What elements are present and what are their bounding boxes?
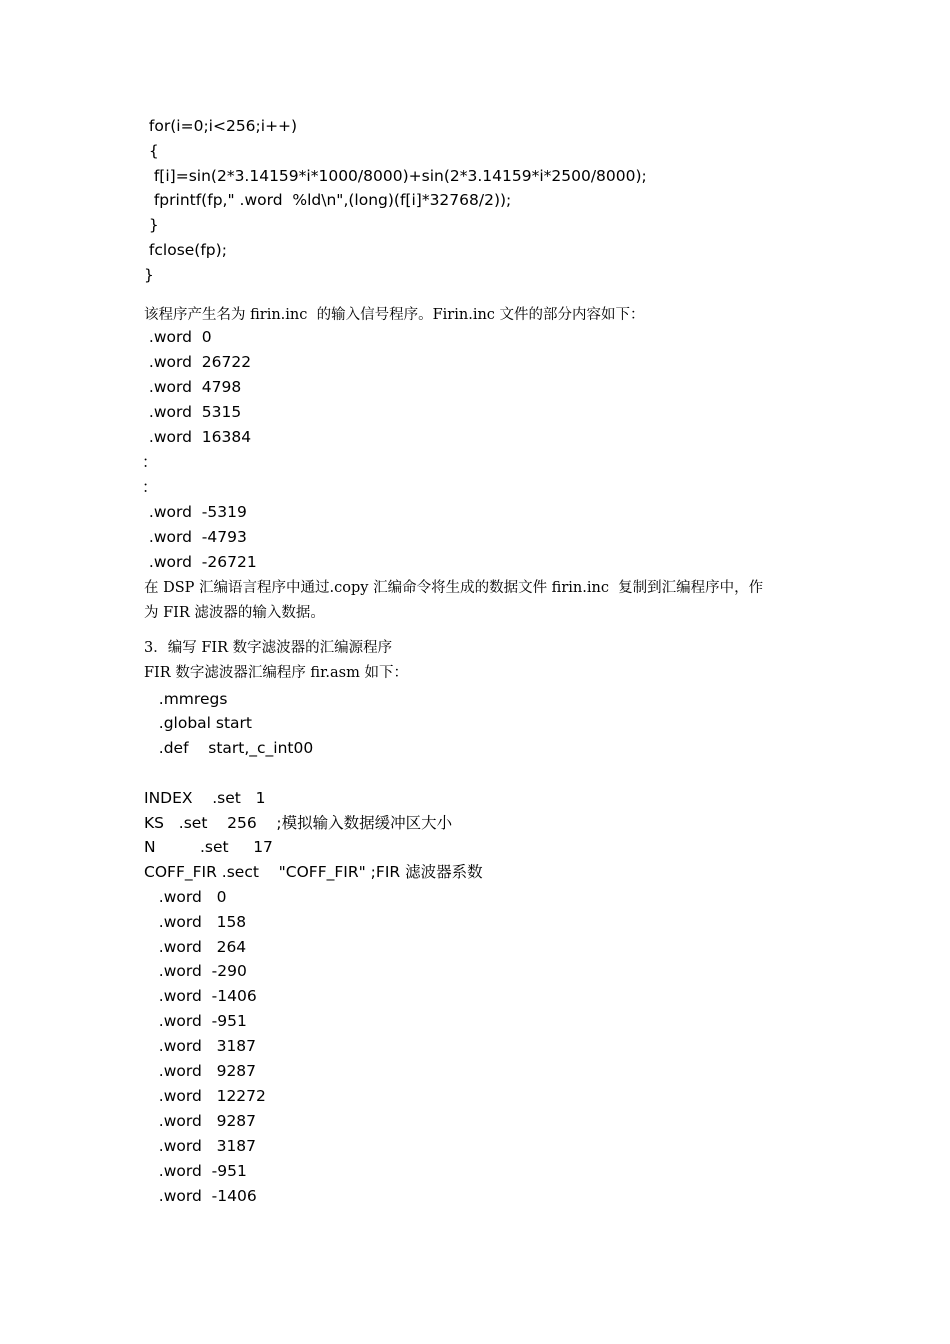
code-line: } [144, 266, 154, 284]
data-line: .word 0 [144, 328, 212, 346]
asm-coeff-line: .word 264 [144, 938, 247, 956]
data-line: .word 26722 [144, 353, 252, 371]
asm-line: INDEX .set 1 [144, 789, 266, 807]
asm-coeff-line: .word 158 [144, 913, 247, 931]
asm-line: .global start [144, 714, 253, 732]
asm-coeff-line: .word 9287 [144, 1062, 257, 1080]
ellipsis-mark: ： [142, 478, 158, 496]
data-line: .word -26721 [144, 553, 257, 571]
asm-coeff-line: .word 3187 [144, 1037, 257, 1055]
data-line: .word 16384 [144, 428, 252, 446]
data-line: .word -4793 [144, 528, 247, 546]
paragraph-text: 为 FIR 滤波器的输入数据。 [144, 605, 325, 621]
data-line: .word -5319 [144, 503, 247, 521]
data-line: .word 4798 [144, 378, 242, 396]
code-line: { [144, 142, 159, 160]
code-line: for(i=0;i<256;i++) [144, 117, 298, 135]
asm-coeff-line: .word -290 [144, 962, 247, 980]
code-line: } [144, 216, 159, 234]
code-line: fclose(fp); [144, 241, 227, 259]
asm-coeff-line: .word -1406 [144, 987, 257, 1005]
asm-coeff-line: .word -1406 [144, 1187, 257, 1205]
asm-line: N .set 17 [144, 838, 273, 856]
asm-coeff-line: .word -951 [144, 1012, 247, 1030]
asm-coeff-line: .word 12272 [144, 1087, 266, 1105]
asm-coeff-line: .word 9287 [144, 1112, 257, 1130]
paragraph-text: 在 DSP 汇编语言程序中通过.copy 汇编命令将生成的数据文件 firin.inc 复制到汇编程序中，作 [144, 580, 764, 596]
asm-line: COFF_FIR .sect "COFF_FIR" ;FIR 滤波器系数 [144, 863, 483, 881]
code-line: f[i]=sin(2*3.14159*i*1000/8000)+sin(2*3.14159*i*2500/8000); [144, 167, 647, 185]
paragraph-text: 该程序产生名为 firin.inc 的输入信号程序。Firin.inc 文件的部分内容如下： [144, 307, 645, 323]
asm-line: KS .set 256 ;模拟输入数据缓冲区大小 [144, 814, 453, 832]
data-line: .word 5315 [144, 403, 242, 421]
paragraph-text: FIR 数字滤波器汇编程序 fir.asm 如下： [144, 665, 408, 681]
code-line: fprintf(fp," .word %ld\n",(long)(f[i]*32768/2)); [144, 191, 512, 209]
asm-coeff-line: .word 0 [144, 888, 227, 906]
section-heading: 3．编写 FIR 数字滤波器的汇编源程序 [144, 640, 393, 656]
asm-line: .def start,_c_int00 [144, 739, 314, 757]
asm-line: .mmregs [144, 690, 228, 708]
asm-coeff-line: .word 3187 [144, 1137, 257, 1155]
ellipsis-mark: ： [142, 453, 158, 471]
asm-coeff-line: .word -951 [144, 1162, 247, 1180]
